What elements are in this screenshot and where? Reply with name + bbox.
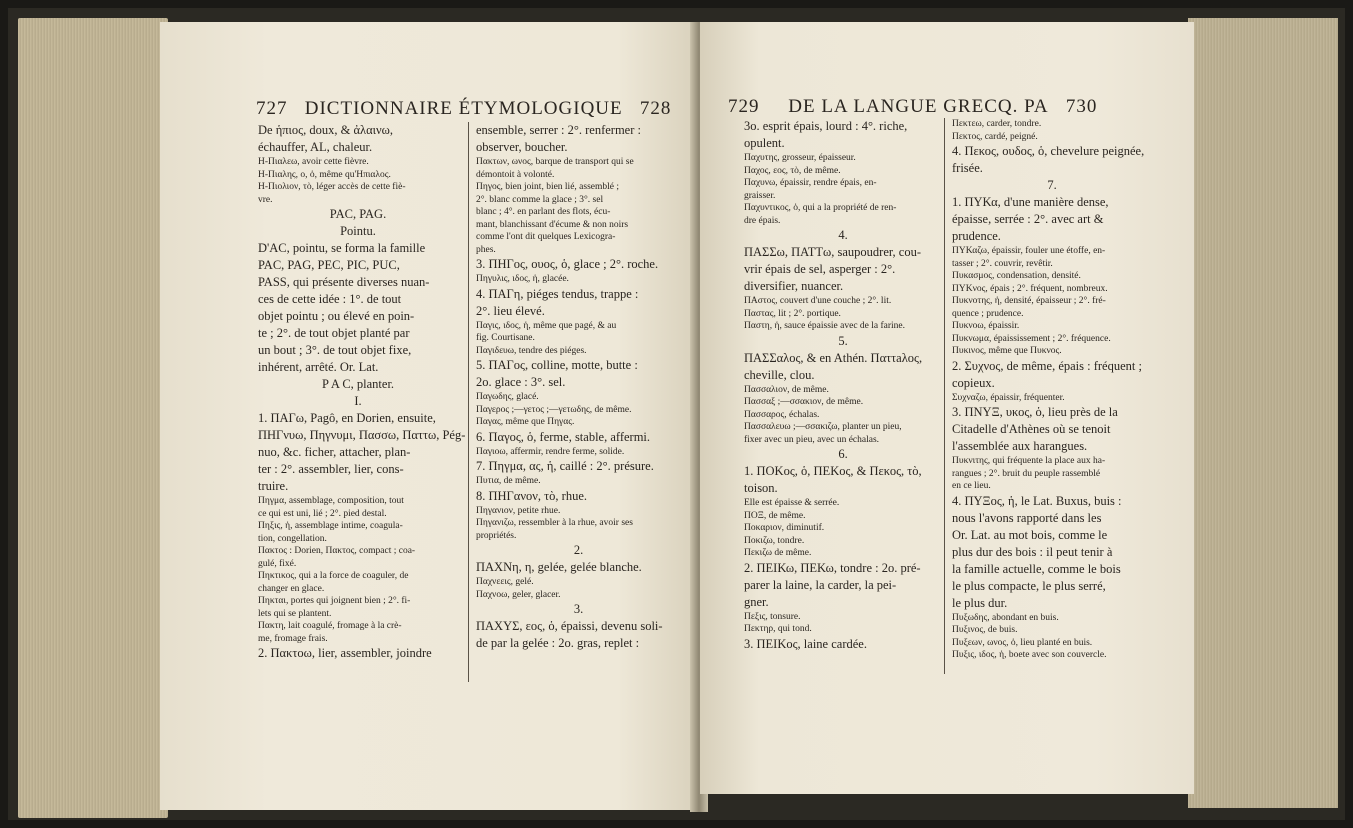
text-line: gner. [744, 594, 769, 609]
text-line: frisée. [952, 161, 983, 175]
text-line: gulé, fixé. [258, 558, 297, 569]
text-line: Ποκιζω, tondre. [744, 535, 805, 546]
text-line: phes. [476, 244, 496, 255]
text-line: Πηγυλις, ιδος, ἡ, glacée. [476, 274, 569, 284]
text-line: Παχνεεις, gelé. [476, 577, 534, 587]
text-line: Πεκιζω de même. [744, 548, 812, 558]
text-line: De ἡπιος, doux, & ἀλαινω, [258, 123, 393, 137]
text-line: de par la gelée : 2o. gras, replet : [476, 636, 640, 650]
text-line: Πυτια, de même. [476, 476, 541, 486]
text-line: Elle est épaisse & serrée. [744, 498, 840, 508]
text-line: 2. Συχνος, de même, épais : fréquent ; [952, 358, 1142, 373]
text-line: Πασσαλευω ;—σσακιζω, planter un pieu, [744, 422, 902, 432]
text-line: me, fromage frais. [258, 633, 328, 644]
text-line: dre épais. [744, 215, 781, 226]
text-line: nous l'avons rapporté dans les [952, 510, 1102, 525]
right-column-2 [952, 118, 1152, 662]
text-line: ΠΥΚνος, épais ; 2°. fréquent, nombreux. [952, 283, 1108, 294]
text-line: ensemble, serrer : 2°. renfermer : [476, 123, 641, 137]
text-line: Πυκνιτης, qui fréquente la place aux ha- [952, 456, 1106, 466]
text-line: Παχυτης, grosseur, épaisseur. [744, 153, 856, 163]
text-line: ΠΟΞ, de même. [744, 510, 806, 521]
text-line: Παγερος ;—γετος ;—γετωδης, de même. [476, 404, 632, 415]
text-line: PASS, qui présente diverses nuan- [258, 275, 430, 289]
text-line: 7. Πηγμα, ας, ἡ, caillé : 2°. présure. [476, 459, 654, 473]
text-line: Πηξις, ἡ, assemblage intime, coagula- [258, 521, 403, 531]
right-page-number: 729 [728, 96, 760, 117]
text-line: fixer avec un pieu, avec un échalas. [744, 434, 880, 445]
text-line: Citadelle d'Athènes où se tenoit [952, 422, 1111, 436]
text-line: en ce lieu. [952, 481, 991, 491]
text-line: Πυκνωμα, épaississement ; 2°. fréquence. [952, 333, 1111, 344]
text-line: 3o. esprit épais, lourd : 4°. riche, [744, 119, 908, 133]
text-line: diversifier, nuancer. [744, 279, 844, 293]
text-line: quence ; prudence. [952, 308, 1024, 319]
text-line: Pointu. [340, 224, 376, 238]
text-line: 1. ΠΑΓω, Pagô, en Dorien, ensuite, [258, 411, 436, 425]
text-line: Παγιδευω, tendre des piéges. [476, 345, 587, 356]
text-line: ΠΥΚαζω, épaissir, fouler une étoffe, en- [952, 246, 1106, 256]
left-column-1 [258, 122, 466, 662]
right-page-number-2: 730 [1065, 96, 1098, 117]
text-line: lets qui se plantent. [258, 608, 332, 619]
left-page-title: DICTIONNAIRE ÉTYMOLOGIQUE [304, 98, 623, 119]
text-line: Παχος, εος, τὸ, de même. [744, 165, 841, 176]
left-page [160, 22, 698, 810]
text-line: Παχυνω, épaissir, rendre épais, en- [744, 178, 877, 188]
text-line: 3. [573, 602, 584, 616]
text-line: Παχνοω, geler, glacer. [476, 589, 561, 600]
text-line: rangues ; 2°. bruit du peuple rassemblé [952, 468, 1101, 479]
text-line: un bout ; 3°. de tout objet fixe, [258, 343, 412, 357]
left-column-2 [476, 122, 681, 652]
text-line: 4. ΠΥΞος, ἡ, le Lat. Buxus, buis : [952, 493, 1122, 508]
text-line: I. [354, 394, 362, 408]
text-line: Πασσαλιον, de même. [744, 384, 829, 395]
text-line: inhérent, arrêté. Or. Lat. [258, 360, 379, 374]
text-line: graisser. [744, 190, 776, 201]
text-line: vre. [258, 194, 273, 205]
text-line: échauffer, AL, chaleur. [258, 140, 373, 154]
text-line: Πηγανιον, petite rhue. [476, 505, 561, 516]
text-line: 1. ΠΟΚος, ὁ, ΠΕΚος, & Πεκος, τὸ, [744, 464, 922, 478]
text-line: Παγις, ιδος, ἡ, même que pagé, & au [476, 320, 617, 331]
text-line: 4. [838, 228, 848, 242]
text-line: Συχναζω, épaissir, fréquenter. [952, 392, 1065, 403]
text-line: observer, boucher. [476, 140, 568, 154]
text-line: ΠΑΧΥΣ, εος, ὁ, épaissi, devenu soli- [476, 619, 663, 633]
text-line: changer en glace. [258, 583, 325, 594]
left-page-edges [18, 18, 168, 818]
text-line: 2°. blanc comme la glace ; 3°. sel [476, 194, 604, 205]
text-line: Πυκινος, même que Πυκνος. [952, 346, 1062, 356]
column-rule [944, 118, 945, 674]
text-line: Πακτη, lait coagulé, fromage à la crè- [258, 621, 402, 631]
right-page-edges [1188, 18, 1338, 808]
text-line: Πεξις, tonsure. [744, 611, 801, 622]
text-line: 6. Παγος, ὁ, ferme, stable, affermi. [476, 429, 651, 444]
text-line: tasser ; 2°. couvrir, revêtir. [952, 258, 1053, 269]
text-line: démontoit à volonté. [476, 169, 555, 180]
text-line: Η-Πιολιον, τὸ, léger accès de cette fiè- [258, 182, 406, 192]
text-line: Παστας, lit ; 2°. portique. [744, 308, 841, 319]
text-line: comme l'ont dit quelques Lexicogra- [476, 232, 616, 242]
text-line: D'AC, pointu, se forma la famille [258, 241, 426, 255]
text-line: te ; 2°. de tout objet planté par [258, 326, 410, 340]
text-line: Πυκνοω, épaissir. [952, 321, 1020, 331]
right-column-1 [744, 118, 942, 653]
text-line: épaisse, serrée : 2°. avec art & [952, 212, 1104, 226]
text-line: 3. ΠΗΓος, ουος, ὁ, glace ; 2°. roche. [476, 257, 659, 271]
text-line: Ποκαριον, diminutif. [744, 523, 825, 533]
text-line: 1. ΠΥΚα, d'une manière dense, [952, 195, 1109, 209]
text-line: ΠΑΣΣαλος, & en Athén. Παττaλος, [744, 350, 923, 365]
text-line: 5. ΠΑΓος, colline, motte, butte : [476, 358, 638, 372]
text-line: Πυξινος, de buis. [952, 625, 1018, 635]
text-line: vrir épais de sel, asperger : 2°. [744, 262, 896, 276]
text-line: Πυξεων, ωνος, ὁ, lieu planté en buis. [952, 637, 1093, 648]
text-line: 3. ΠΝΥΞ, υκος, ὁ, lieu près de la [952, 405, 1118, 419]
text-line: 6. [838, 447, 848, 461]
text-line: Πυξωδης, abondant en buis. [952, 612, 1059, 623]
text-line: Or. Lat. au mot bois, comme le [952, 527, 1108, 542]
text-line: propriétés. [476, 530, 517, 541]
text-line: truire. [258, 479, 289, 493]
right-page-title: DE LA LANGUE GRECQ. PA [788, 96, 1049, 117]
text-line: toison. [744, 481, 778, 495]
text-line: ΠΑΣΣω, ΠΑΤΤω, saupoudrer, cou- [744, 245, 922, 259]
text-line: Πεκτηρ, qui tond. [744, 624, 812, 634]
text-line: 4. ΠΑΓη, piéges tendus, trappe : [476, 286, 639, 301]
text-line: 2. ΠΕΙΚω, ΠΕΚω, tondre : 2o. pré- [744, 560, 921, 575]
text-line: ΠΗΓνυω, Πηγνυμι, Πασσω, Παττω, Pég- [258, 428, 466, 442]
text-line: 8. ΠΗΓανον, τὸ, rhue. [476, 488, 587, 503]
text-line: ces de cette idée : 1°. de tout [258, 292, 402, 306]
text-line: le plus dur. [952, 595, 1008, 610]
text-line: le plus compacte, le plus serré, [952, 578, 1106, 593]
text-line: Πεκτεω, carder, tondre. [952, 119, 1042, 129]
text-line: PAC, PAG. [329, 207, 387, 221]
text-line: la famille actuelle, comme le bois [952, 561, 1121, 576]
text-line: 3. ΠΕΙΚος, laine cardée. [744, 636, 867, 651]
text-line: 7. [1047, 178, 1057, 192]
text-line: fig. Courtisane. [476, 333, 535, 343]
column-rule [468, 122, 469, 682]
text-line: parer la laine, la carder, la pei- [744, 577, 897, 592]
text-line: Πεκτος, cardé, peigné. [952, 131, 1038, 142]
text-line: nuo, &c. ficher, attacher, plan- [258, 445, 411, 459]
text-line: blanc ; 4°. en parlant des flots, écu- [476, 207, 611, 217]
text-line: Πηγμα, assemblage, composition, tout [258, 496, 404, 506]
text-line: Πασσαρος, échalas. [744, 409, 820, 420]
text-line: Πακτων, ωνος, barque de transport qui se [476, 157, 634, 167]
left-running-head [256, 98, 671, 120]
text-line: P A C, planter. [321, 377, 395, 391]
text-line: 5. [838, 333, 848, 348]
text-line: 2. Πακτοω, lier, assembler, joindre [258, 646, 432, 660]
text-line: l'assemblée aux harangues. [952, 439, 1088, 453]
text-line: ce qui est uni, lié ; 2°. pied destal. [258, 508, 387, 519]
text-line: Παχυντικος, ὁ, qui a la propriété de ren- [744, 203, 897, 213]
text-line: Πυξις, ιδος, ἡ, boete avec son couvercle. [952, 650, 1107, 660]
text-line: Πηκτικος, qui a la force de coaguler, de [258, 571, 409, 581]
text-line: cheville, clou. [744, 367, 815, 382]
text-line: prudence. [952, 229, 1001, 243]
text-line: Πακτος : Dorien, Πακτος, compact ; coa- [258, 546, 416, 556]
left-page-number: 727 [256, 98, 288, 119]
text-line: Πασσαξ ;—σσακιον, de même. [744, 397, 864, 407]
text-line: Παστη, ἡ, sauce épaissie avec de la farine. [744, 321, 906, 331]
text-line: Παγωδης, glacé. [476, 392, 539, 402]
text-line: objet pointu ; ou élevé en poin- [258, 309, 415, 323]
text-line: 2o. glace : 3°. sel. [476, 375, 566, 389]
right-running-head [728, 96, 1097, 118]
text-line: tion, congellation. [258, 533, 327, 544]
text-line: 2. [573, 543, 584, 557]
text-line: ter : 2°. assembler, lier, cons- [258, 462, 404, 476]
text-line: 4. Πεκος, ουδος, ὁ, chevelure peignée, [952, 144, 1145, 158]
text-line: 2°. lieu élevé. [476, 303, 545, 318]
text-line: plus dur des bois : il peut tenir à [952, 544, 1113, 559]
text-line: Πυκνοτης, ἡ, densité, épaisseur ; 2°. fré- [952, 296, 1106, 306]
text-line: Πυκασμος, condensation, densité. [952, 271, 1081, 281]
text-line: Η-Πιαλεω, avoir cette fièvre. [258, 157, 369, 167]
text-line: ΠΑστος, couvert d'une couche ; 2°. lit. [744, 296, 892, 306]
right-page [700, 22, 1194, 794]
text-line: Πηκται, portes qui joignent bien ; 2°. fi- [258, 596, 411, 606]
text-line: opulent. [744, 136, 785, 150]
left-page-number-2: 728 [639, 98, 672, 119]
text-line: Παγας, même que Πηγας. [476, 417, 575, 427]
text-line: Πηγος, bien joint, bien lié, assemblé ; [476, 182, 620, 192]
text-line: copieux. [952, 375, 995, 390]
text-line: ΠΑΧΝη, η, gelée, gelée blanche. [476, 560, 642, 574]
text-line: Πηγανιζω, ressembler à la rhue, avoir ses [476, 518, 633, 528]
text-line: PAC, PAG, PEC, PIC, PUC, [258, 258, 400, 272]
text-line: Παγιοω, affermir, rendre ferme, solide. [476, 446, 625, 457]
text-line: Η-Πιαλης, ο, ὁ, même qu'Ηπιαλος. [258, 169, 391, 180]
text-line: mant, blanchissant d'écume & non noirs [476, 219, 629, 230]
